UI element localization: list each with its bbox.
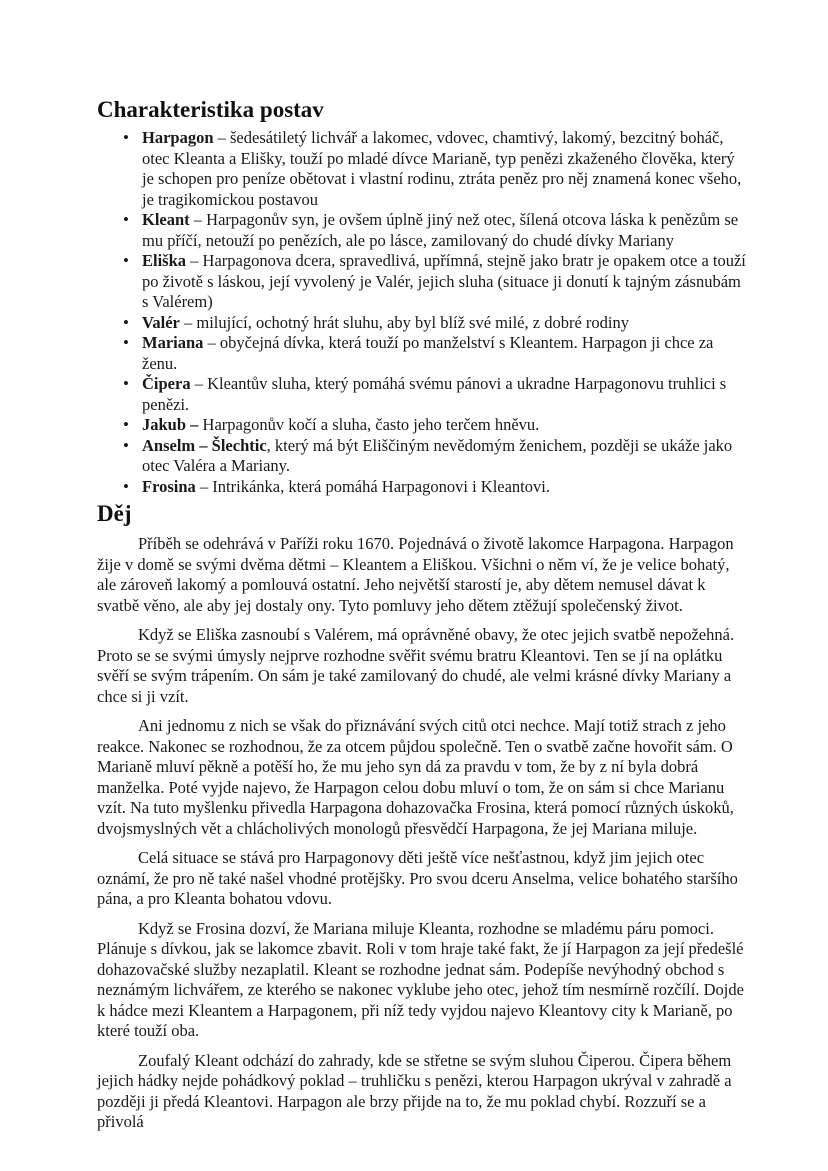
plot-paragraph: Když se Eliška zasnoubí s Valérem, má oprávněné obavy, že otec jejich svatbě nepožehná. Proto se se svými úmysly nejprve rozhodne svěřit svému bratru Kleantovi. Ten se jí na oplátku svěří se svým trápením. On sám je také zamilovaný do chudé, ale velmi krásné dívky Mariany a chce si ji vzít. — [97, 625, 735, 706]
character-description: – Intrikánka, která pomáhá Harpagonovi i Kleantovi. — [195, 476, 550, 496]
document-content — [97, 96, 749, 1133]
list-item-valer — [97, 313, 749, 334]
list-item-harpagon — [97, 128, 749, 210]
character-name: Eliška — [142, 251, 187, 270]
character-description: – milující, ochotný hrát sluhu, aby byl blíž své milé, z dobré rodiny — [179, 312, 629, 332]
list-item-kleant — [97, 210, 749, 251]
character-description: – obyčejná dívka, která touží po manželství s Kleantem. Harpagon ji chce za ženu. — [142, 333, 714, 373]
character-description: – Kleantův sluha, který pomáhá svému pánovi a ukradne Harpagonovu truhlici s penězi. — [142, 374, 727, 414]
list-item-frosina — [97, 477, 749, 498]
character-description: Harpagonův kočí a sluha, často jeho terčem hněvu. — [198, 415, 540, 434]
plot-paragraph: Celá situace se stává pro Harpagonovy děti ještě více nešťastnou, když jim jejich otec oznámí, že pro ně také našel vhodné protějšky. Pro svou dceru Anselma, velice bohatého staršího pána, a pro Kleanta bohatou vdovu. — [97, 848, 738, 908]
character-description: – šedesátiletý lichvář a lakomec, vdovec, chamtivý, lakomý, bezcitný boháč, otec Kleanta a Elišky, touží po mladé dívce Marianě, typ penězi zkaženého člověka, který je schopen pro peníze obětovat i vlastní rodinu, ztráta peněz pro něj znamená konec všeho, je tragikomickou postavou — [142, 128, 742, 209]
plot-paragraph: Když se Frosina dozví, že Mariana miluje Kleanta, rozhodne se mladému páru pomoci. Plánuje s dívkou, jak se lakomce zbavit. Roli v tom hraje také fakt, že jí Harpagon za její předešlé dohazovačské služby nezaplatil. Kleant se rozhodne jednat sám. Podepíše nevýhodný obchod s neznámým lichvářem, ze kterého se nakonec vyklube jeho otec, jehož tím nesmírně rozčílí. Dojde k hádce mezi Kleantem a Harpagonem, při níž tedy vyjdou najevo Kleantovy city k Marianě, po které touží oba. — [97, 918, 744, 1040]
heading-characters: Charakteristika postav — [97, 97, 324, 122]
plot-paragraph: Zoufalý Kleant odchází do zahrady, kde se střetne se svým sluhou Čiperou. Čipera během jejich hádky nejde pohádkový poklad – truhličku s penězi, kterou Harpagon ukrýval v zahradě a později ji předá Kleantovi. Harpagon ale brzy přijde na to, že mu poklad chybí. Rozzuří se a přivolá — [97, 1050, 732, 1131]
character-name: Frosina — [142, 476, 196, 496]
plot-paragraph: Příběh se odehrává v Paříži roku 1670. Pojednává o životě lakomce Harpagona. Harpagon žije v domě se svými dvěma dětmi – Kleantem a Eliškou. Všichni o něm ví, že je velice bohatý, ale zároveň lakomý a pomlouvá ostatní. Jeho největší starostí je, aby dětem nemusel dávat k svatbě věno, ale aby jej dostaly ony. Tyto pomluvy jeho dětem ztěžují společenský život. — [97, 534, 734, 615]
character-name: Anselm – Šlechtic — [142, 435, 267, 455]
list-item-jakub — [97, 415, 749, 436]
character-name: Mariana — [142, 333, 204, 352]
character-description: – Harpagonův syn, je ovšem úplně jiný než otec, šílená otcova láska k penězům se mu příčí, netouží po penězích, ale po lásce, zamilovaný do chudé dívky Mariany — [142, 210, 739, 250]
character-description: , který má být Eliščiným nevědomým ženichem, později se ukáže jako otec Valéra a Mariany. — [142, 435, 733, 475]
plot-section — [97, 534, 749, 1133]
character-name: Harpagon — [142, 128, 214, 147]
list-item-anselm — [97, 436, 749, 477]
list-item-mariana — [97, 333, 749, 374]
list-item-eliska — [97, 251, 749, 313]
character-description: – Harpagonova dcera, spravedlivá, upřímná, stejně jako bratr je opakem otce a touží po životě s láskou, její vyvolený je Valér, jejich sluha (situace ji donutí k tajným zásnubám s Valérem) — [142, 251, 746, 311]
heading-plot: Děj — [97, 501, 132, 526]
plot-paragraph: Ani jednomu z nich se však do přiznávání svých citů otci nechce. Mají totiž strach z jeho reakce. Nakonec se rozhodnou, že za otcem půjdou společně. Ten o svatbě začne hovořit sám. O Marianě mluví pěkně a potěší ho, že mu jeho syn dá za pravdu v tom, že by z ní byla dobrá manželka. Poté vyjde najevo, že Harpagon celou dobu mluví o tom, že on sám si chce Marianu vzít. Na tuto myšlenku přivedla Harpagona dohazovačka Frosina, která pomocí různých úskoků, dvojsmyslných vět a chlácholivých monologů přesvědčí Harpagona, že jej Mariana miluje. — [97, 716, 734, 838]
character-name: Čipera — [142, 374, 191, 393]
character-name: Jakub – — [142, 415, 199, 434]
character-list — [97, 128, 749, 497]
character-name: Valér — [142, 312, 180, 332]
list-item-cipera — [97, 374, 749, 415]
character-name: Kleant — [142, 210, 190, 229]
